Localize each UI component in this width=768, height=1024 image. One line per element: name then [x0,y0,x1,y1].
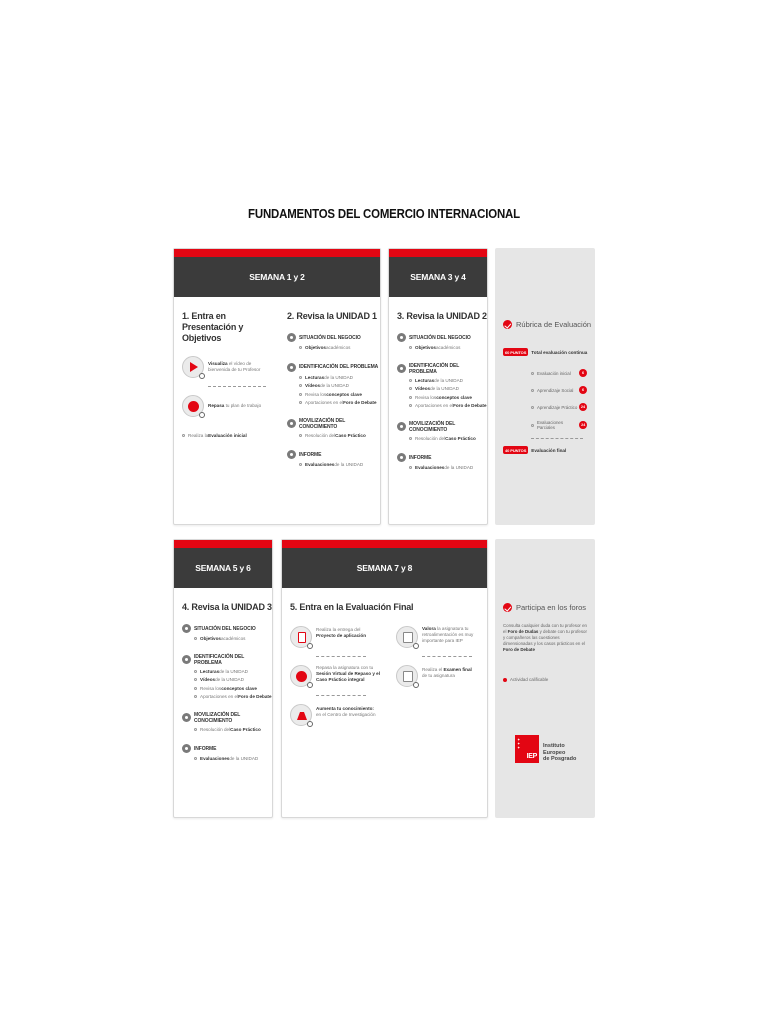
red-bar [282,540,487,548]
lightbulb-icon [182,713,191,722]
list-item[interactable]: Aportaciones en el Foro de Debate [409,403,487,409]
identificacion-section[interactable]: IDENTIFICACIÓN DEL PROBLEMA [287,363,379,372]
points-circle: 24 [581,423,586,427]
step-5-left [290,626,385,726]
rubrica-title: Rúbrica de Evaluación [503,320,591,329]
bullet-icon [299,463,302,466]
step-5-title: 5. Entra en la Evaluación Final [290,602,414,612]
document-icon [182,744,191,753]
magnifier-icon [182,655,191,664]
clipboard-icon[interactable] [290,626,312,648]
list-item[interactable]: Aportaciones en el Foro de Debate [194,694,272,700]
proyecto-text: Realiza la entrega del Proyecto de aplicación [316,627,367,638]
movilizacion-section[interactable]: MOVILIZACIÓN DEL CONOCIMIENTO [397,421,487,433]
red-bar [389,249,487,257]
list-item: Evaluación inicial 6 [503,369,587,377]
plan-text: Repasa tu plan de trabajo [208,403,262,408]
divider [316,656,366,657]
week-header: SEMANA 3 y 4 [389,257,487,297]
list-item[interactable]: Evaluaciones de la UNIDAD [194,756,272,762]
list-item: Evaluaciones Parciales 24 [503,420,587,430]
foros-panel [495,539,595,818]
bullet-icon [299,393,302,396]
bullet-icon [531,372,534,375]
rubrica-list [503,360,587,430]
list-item[interactable]: Vídeos de la UNIDAD [299,383,379,389]
step-1-column [182,311,274,439]
divider [208,386,266,387]
briefcase-icon [287,333,296,342]
step-5-right [396,626,486,687]
pencil-icon[interactable] [396,665,418,687]
iep-logo: ✦ ✦ ✦ IEP [515,735,539,763]
list-item[interactable]: Vídeos de la UNIDAD [194,677,272,683]
list-item[interactable]: Evaluaciones de la UNIDAD [299,462,379,468]
checklist-icon[interactable] [396,626,418,648]
list-item[interactable]: Lecturas de la UNIDAD [194,669,272,675]
dot-icon [503,678,507,682]
rubrica-panel [495,248,595,525]
week-3-4-card [388,248,488,525]
lightbulb-icon [287,419,296,428]
investigacion-row[interactable] [290,704,385,726]
examen-text: Realiza el Examen final de tu asignatura [422,667,472,678]
list-item[interactable]: Resolución del Caso Práctico [409,436,487,442]
points-badge: 60 PUNTOS [505,349,527,355]
points-circle: 6 [579,369,587,377]
investigacion-text: Aumenta tu conocimiento: en el Centro de Investigación [316,706,376,717]
foros-text: Consulta cualquier duda con tu profesor en el Foro de Dudas y debate con tu profesor y compañeros las cuestiones dimensionadas y los casos prácticos en el Foro de Debate [503,623,587,652]
briefcase-icon [182,624,191,633]
valora-row[interactable] [396,626,486,648]
list-item[interactable]: Objetivos académicos [194,636,272,642]
divider [531,438,583,439]
identificacion-section[interactable]: IDENTIFICACIÓN DEL PROBLEMA [397,363,487,375]
bullet-icon [194,757,197,760]
magnifier-icon [397,364,406,373]
situacion-section[interactable]: SITUACIÓN DEL NEGOCIO [182,624,272,633]
step-2-column [287,311,379,468]
informe-section[interactable]: INFORME [397,453,487,462]
arrow-down-icon [182,434,185,437]
step-4-column [182,602,272,762]
bullet-icon [409,396,412,399]
list-item[interactable]: Resolución del Caso Práctico [299,433,379,439]
week-5-6-card [173,539,273,818]
step-1-title: 1. Entra en Presentación y Objetivos [182,311,244,343]
proyecto-row[interactable] [290,626,385,648]
list-item: Aprendizaje Social 6 [503,386,587,394]
video-row[interactable] [182,356,274,378]
movilizacion-section[interactable]: MOVILIZACIÓN DEL CONOCIMIENTO [287,418,379,430]
play-video-icon[interactable] [182,356,204,378]
page-title: FUNDAMENTOS DEL COMERCIO INTERNACIONAL [248,206,520,221]
bullet-icon [531,424,534,427]
list-item[interactable]: Revisa los conceptos clave [194,686,272,692]
chat-icon [503,603,512,612]
divider [422,656,472,657]
foros-title: Participa en los foros [503,603,586,612]
points-badge: 40 PUNTOS [505,447,527,453]
bullet-icon [194,728,197,731]
plan-row[interactable] [182,395,274,417]
week-7-8-card [281,539,488,818]
bullet-icon [299,401,302,404]
bullet-icon [299,376,302,379]
red-bar [174,540,272,548]
list-item[interactable]: Revisa los conceptos clave [409,395,487,401]
informe-section[interactable]: INFORME [182,744,272,753]
list-item: Aprendizaje Práctico 24 [503,403,587,411]
bullet-icon [194,670,197,673]
check-icon [503,320,512,329]
week-header: SEMANA 5 y 6 [174,548,272,588]
points-circle: 24 [580,405,586,409]
document-icon [287,450,296,459]
stars-icon: ✦ ✦ ✦ [517,737,521,750]
repaso-text: Repasa la asignatura con tu Sesión Virtual de Repaso y el Caso Práctico integral [316,665,380,682]
final-row: 40 PUNTOS Evaluación final [505,447,567,453]
divider [316,695,366,696]
list-item[interactable]: Lecturas de la UNIDAD [299,375,379,381]
target-icon[interactable] [290,665,312,687]
list-item[interactable]: Objetivos académicos [409,345,487,351]
bullet-icon [409,346,412,349]
week-header: SEMANA 7 y 8 [282,548,487,588]
bullet-icon [194,695,197,698]
valora-text: Valora la asignatura tu retroalimentación es muy importante para IEP [422,626,474,643]
eval-inicial-item[interactable]: Realiza la Evaluación inicial [182,433,274,439]
list-item[interactable]: Objetivos académicos [299,345,379,351]
week-1-2-card [173,248,381,525]
step-3-column [397,311,487,471]
list-item[interactable]: Aportaciones en el Foro de Debate [299,400,379,406]
situacion-section[interactable]: SITUACIÓN DEL NEGOCIO [397,333,487,342]
bullet-icon [299,384,302,387]
list-item[interactable]: Vídeos de la UNIDAD [409,386,487,392]
bullet-icon [299,434,302,437]
situacion-section[interactable]: SITUACIÓN DEL NEGOCIO [287,333,379,342]
bullet-icon [409,379,412,382]
bullet-icon [194,687,197,690]
points-circle: 6 [579,386,587,394]
target-icon[interactable] [182,395,204,417]
bullet-icon [409,404,412,407]
bullet-icon [409,466,412,469]
briefcase-icon [397,333,406,342]
step-4-title: 4. Revisa la UNIDAD 3 [182,602,272,612]
step-3-title: 3. Revisa la UNIDAD 2 [397,311,487,321]
repaso-row[interactable] [290,665,385,687]
lightbulb-icon [397,422,406,431]
list-item[interactable]: Lecturas de la UNIDAD [409,378,487,384]
bullet-icon [194,678,197,681]
identificacion-section[interactable]: IDENTIFICACIÓN DEL PROBLEMA [182,654,272,666]
bullet-icon [409,437,412,440]
video-text: Visualiza el vídeo de bienvenida de tu Profesor [208,361,261,372]
examen-row[interactable] [396,665,486,687]
bullet-icon [299,346,302,349]
flask-icon[interactable] [290,704,312,726]
magnifier-icon [287,363,296,372]
list-item[interactable]: Resolución del Caso Práctico [194,727,272,733]
bullet-icon [531,406,534,409]
red-bar [174,249,380,257]
week-header: SEMANA 1 y 2 [174,257,380,297]
actividad-note: Actividad calificable [503,677,548,682]
list-item[interactable]: Revisa los conceptos clave [299,392,379,398]
iep-name: Instituto Europeo de Posgrado [543,743,577,762]
movilizacion-section[interactable]: MOVILIZACIÓN DEL CONOCIMIENTO [182,712,272,724]
bullet-icon [194,637,197,640]
document-icon [397,453,406,462]
informe-section[interactable]: INFORME [287,450,379,459]
bullet-icon [531,389,534,392]
bullet-icon [409,387,412,390]
continua-row: 60 PUNTOS Total evaluación continua [505,349,588,355]
step-2-title: 2. Revisa la UNIDAD 1 [287,311,377,321]
list-item[interactable]: Evaluaciones de la UNIDAD [409,465,487,471]
